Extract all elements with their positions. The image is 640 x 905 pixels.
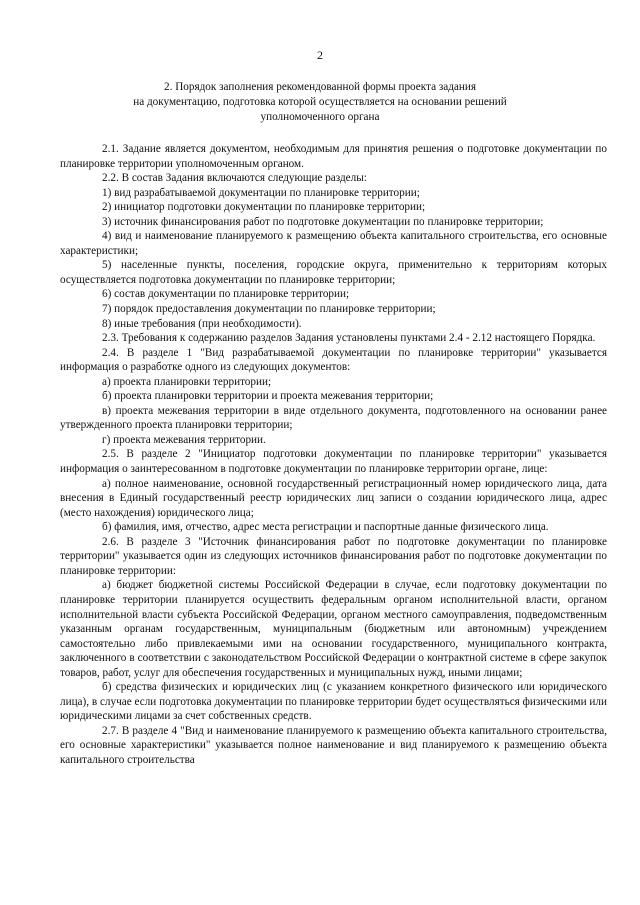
list-item: 1) вид разрабатываемой документации по планировке территории; [102,186,420,199]
paragraph-2-5: 2.5. В разделе 2 "Инициатор подготовки документации по планировке территории" указывается информация о заинтересованном в подготовке документации по планировке территории органе, лице: [60,448,610,476]
paragraph-2-1: 2.1. Задание является документом, необходимым для принятия решения о подготовке документации по планировке территории уполномоченным органом. [60,143,610,170]
page-number: 2 [317,48,323,62]
paragraph-2-2: 2.2. В состав Задания включаются следующие разделы: [102,172,367,185]
paragraph-2-3: 2.3. Требования к содержанию разделов Задания установлены пунктами 2.4 - 2.12 настоящего Порядка. [102,332,596,345]
list-item: 4) вид и наименование планируемого к размещению объекта капитального строительства, его основные характеристики; [60,230,610,257]
list-item: 8) иные требования (при необходимости). [102,317,302,330]
list-item: а) бюджет бюджетной системы Российской Федерации в случае, если подготовку документации по планировке территории планируется осуществить федеральным органом исполнительной власти, органом исполнительной власти субъекта Российской Федерации, органом местного самоуправления, подведомственным указанным органам государственным, муниципальным (бюджетным или автономным) учреждением самостоятельно либо привлекаемыми ими на основании государственного, муниципального контракта, заключенного в соответствии с законодательством Российской Федерации о контрактной системе в сфере закупок товаров, работ, услуг для обеспечения государственных и муниципальных нужд, иными лицами; [60,579,610,679]
list-item: а) полное наименование, основной государственный регистрационный номер юридического лица, дата внесения в Единый государственный реестр юридических лиц записи о создании юридического лица, адрес (место нахождения) юридического лица; [60,477,610,519]
list-item: б) средства физических и юридических лиц (с указанием конкретного физического или юридического лица), в случае если подготовка документации по планировке территории будет осуществляться физическими или юридическими лицами за счет собственных средств. [60,681,610,723]
paragraph-2-6: 2.6. В разделе 3 "Источник финансирования работ по подготовке документации по планировке территории" указывается один из следующих источников финансирования работ по подготовке документации по планировке территории: [60,535,610,577]
list-item: в) проекта межевания территории в виде отдельного документа, подготовленного на основании ранее утвержденного проекта планировки территории; [60,404,610,432]
paragraph-2-4: 2.4. В разделе 1 "Вид разрабатываемой документации по планировке территории" указывается информация о разработке одного из следующих документов: [60,346,610,374]
list-item: 5) населенные пункты, поселения, городские округа, применительно к территориям которых осуществляется подготовка документации по планировке территории; [60,259,610,286]
list-item: 3) источник финансирования работ по подготовке документации по планировке территории; [102,215,544,228]
section-heading-line: на документацию, подготовка которой осуществляется на основании решений [133,96,507,108]
section-heading-line: 2. Порядок заполнения рекомендованной формы проекта задания [164,81,476,93]
list-item: 7) порядок предоставления документации по планировке территории; [102,303,436,316]
list-item: б) проекта планировки территории и проекта межевания территории; [102,390,434,403]
section-heading-line: уполномоченного органа [260,111,380,123]
list-item: г) проекта межевания территории. [102,433,266,446]
section-heading [60,80,580,125]
list-item: б) фамилия, имя, отчество, адрес места регистрации и паспортные данные физического лица. [102,521,549,534]
body-text [60,142,610,768]
list-item: 2) инициатор подготовки документации по планировке территории; [102,201,426,214]
paragraph-2-7: 2.7. В разделе 4 "Вид и наименование планируемого к размещению объекта капитального строительства, его основные характеристики" указывается полное наименование и вид планируемого к размещению объекта капитального строительства [60,724,610,766]
list-item: 6) состав документации по планировке территории; [102,288,350,301]
list-item: а) проекта планировки территории; [102,375,272,388]
